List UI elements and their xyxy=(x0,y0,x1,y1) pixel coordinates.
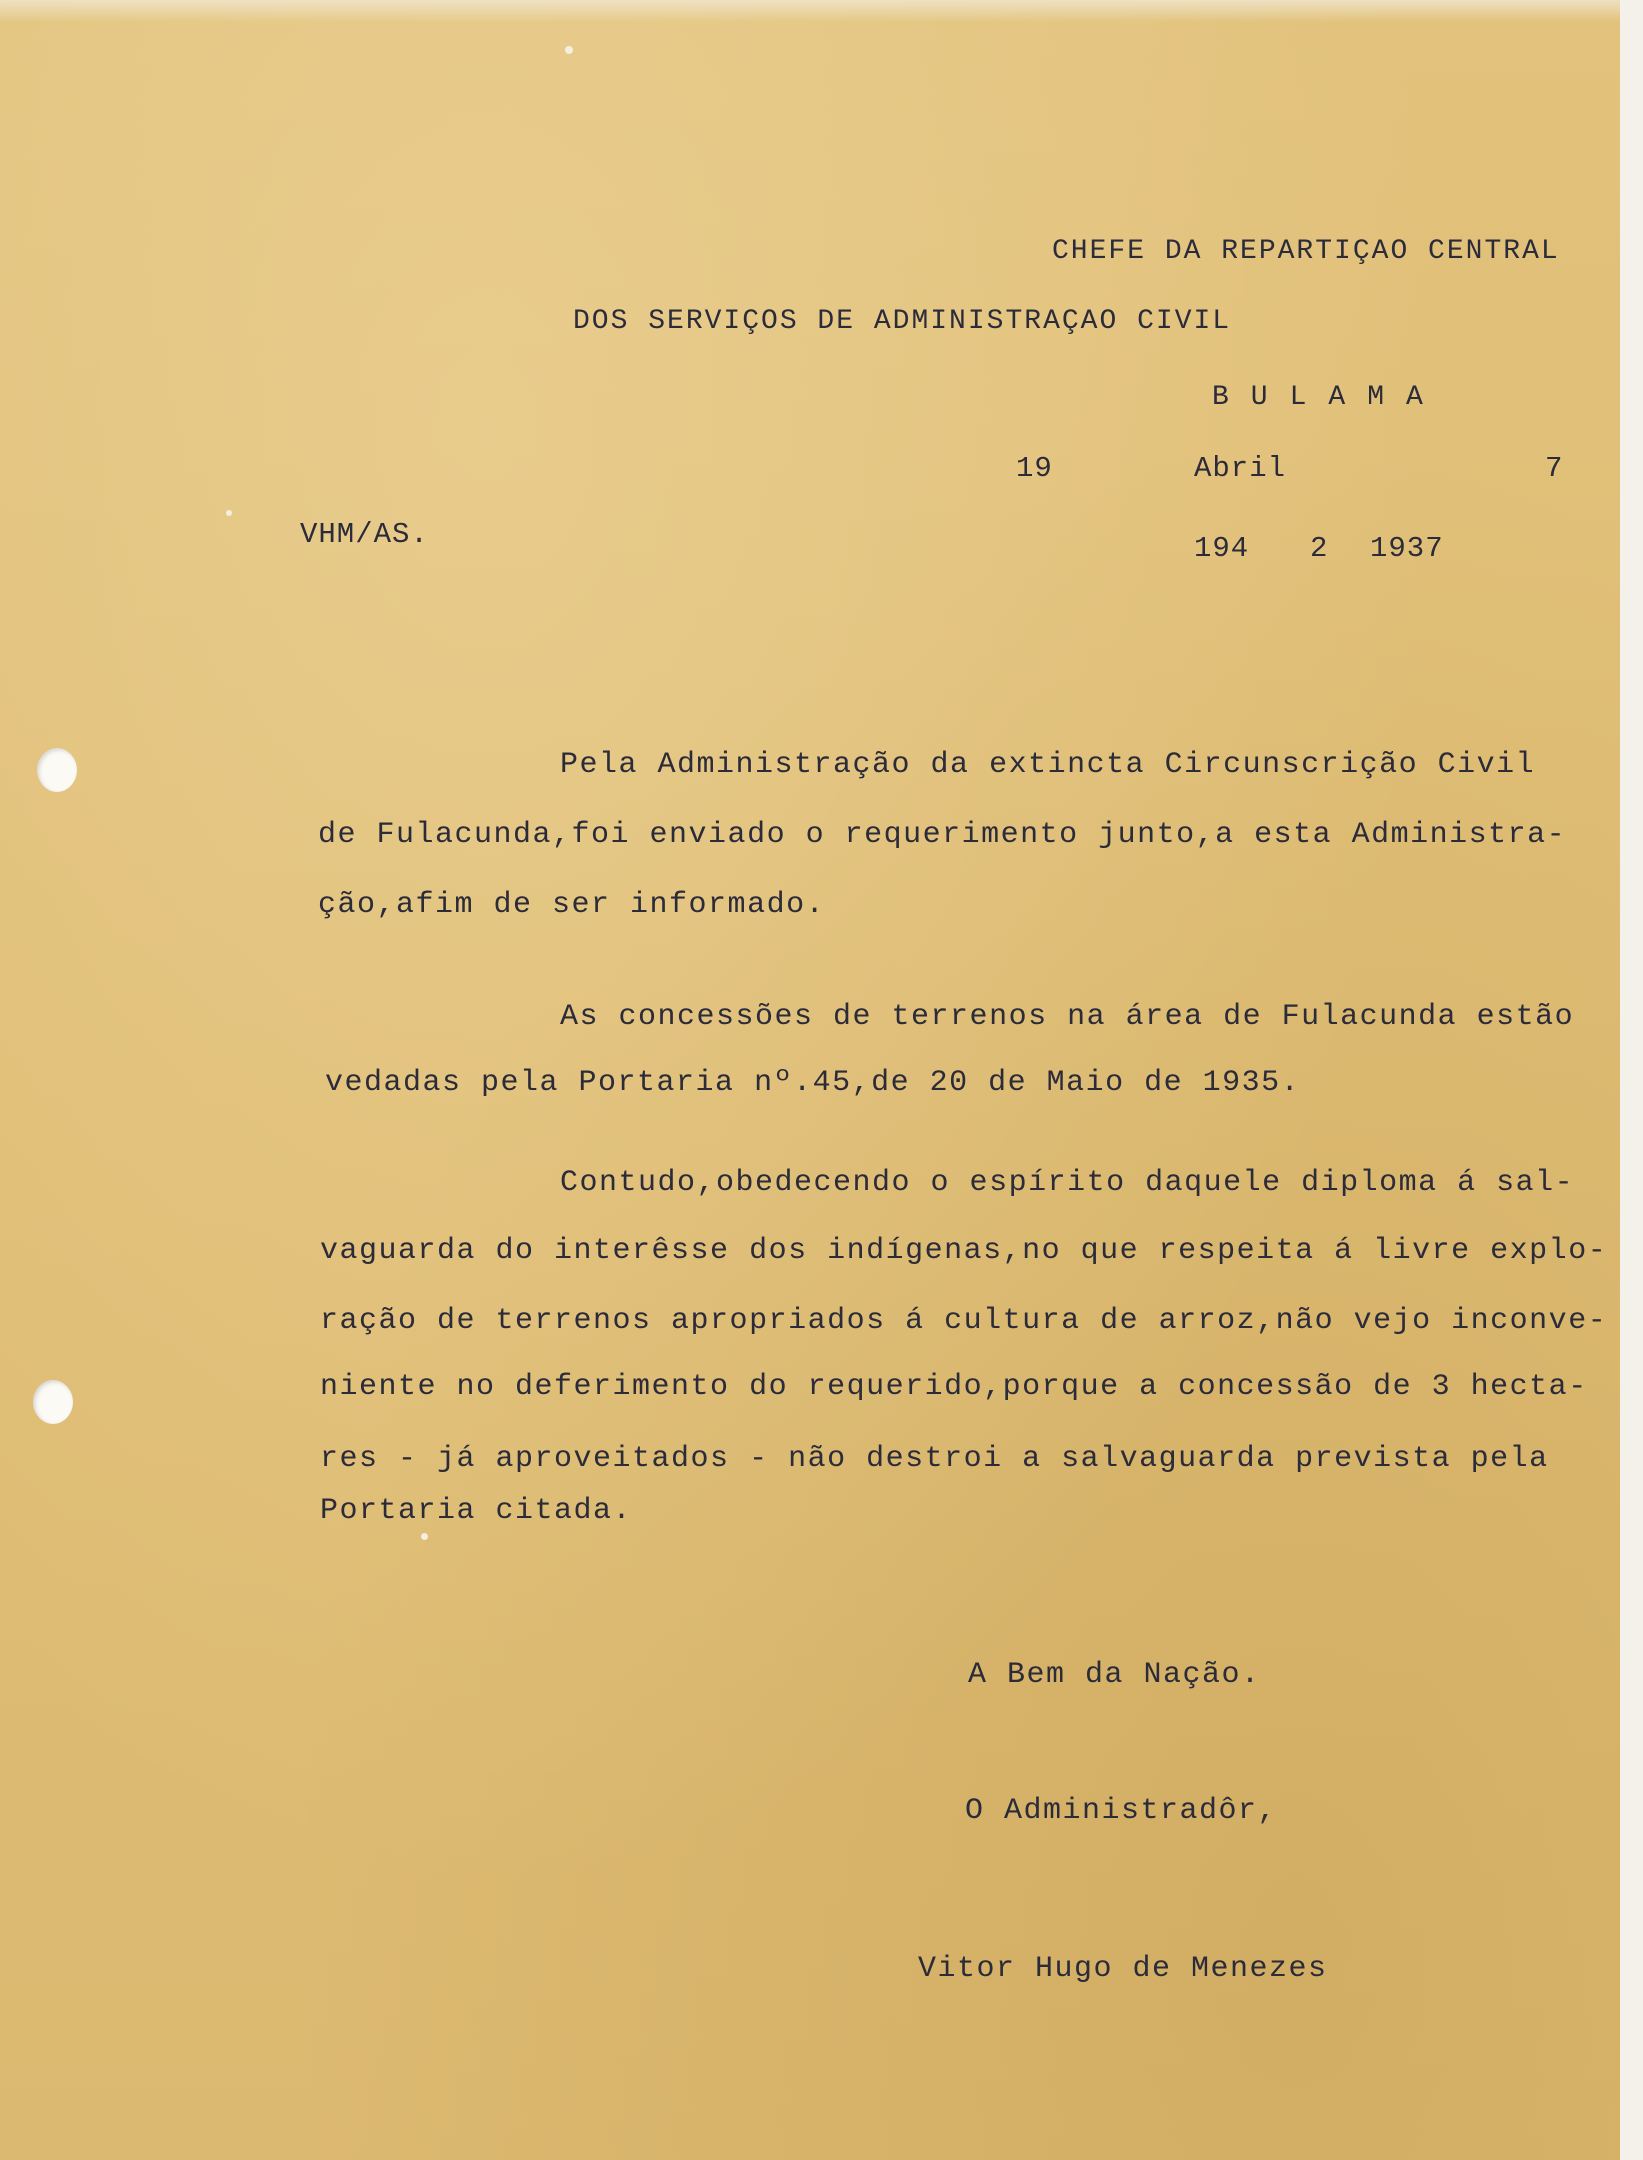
header-department: DOS SERVIÇOS DE ADMINISTRAÇAO CIVIL xyxy=(573,306,1232,337)
paragraph-3-line-6: Portaria citada. xyxy=(320,1494,633,1528)
date-day: 19 xyxy=(1016,452,1053,485)
paper-speck xyxy=(226,510,232,516)
paper-speck xyxy=(565,46,573,54)
signatory-name: Vitor Hugo de Menezes xyxy=(918,1952,1328,1986)
paragraph-2-line-1: As concessões de terrenos na área de Fulacunda estão xyxy=(560,1000,1575,1034)
paper-speck xyxy=(421,1533,428,1540)
paragraph-3-line-3: ração de terrenos apropriados á cultura de arroz,não vejo inconve- xyxy=(320,1304,1608,1338)
paragraph-1-line-3: ção,afim de ser informado. xyxy=(318,888,826,922)
closing-role: O Administradôr, xyxy=(965,1794,1278,1828)
paragraph-3-line-1: Contudo,obedecendo o espírito daquele diploma á sal- xyxy=(560,1166,1575,1200)
date-year-prefix: 194 xyxy=(1194,532,1250,565)
paragraph-1-line-2: de Fulacunda,foi enviado o requerimento junto,a esta Administra- xyxy=(318,818,1567,852)
paragraph-3-line-4: niente no deferimento do requerido,porque a concessão de 3 hecta- xyxy=(320,1370,1588,1404)
date-year-full: 1937 xyxy=(1370,532,1444,565)
header-city: BULAMA xyxy=(1212,382,1445,413)
paragraph-3-line-5: res - já aproveitados - não destroi a salvaguarda prevista pela xyxy=(320,1442,1549,1476)
punch-hole-upper xyxy=(37,748,77,792)
closing-salutation: A Bem da Nação. xyxy=(968,1658,1261,1692)
date-suffix: 7 xyxy=(1545,452,1564,485)
punch-hole-lower xyxy=(33,1380,73,1424)
paragraph-2-line-2: vedadas pela Portaria nº.45,de 20 de Maio de 1935. xyxy=(325,1066,1301,1100)
scan-margin xyxy=(1620,0,1643,2160)
date-year-digit: 2 xyxy=(1310,532,1329,565)
reference-code: VHM/AS. xyxy=(300,518,429,551)
paragraph-1-line-1: Pela Administração da extincta Circunscrição Civil xyxy=(560,748,1536,782)
header-office-title: CHEFE DA REPARTIÇAO CENTRAL xyxy=(1052,236,1560,267)
paragraph-3-line-2: vaguarda do interêsse dos indígenas,no que respeita á livre explo- xyxy=(320,1234,1608,1268)
torn-top-edge xyxy=(0,0,1620,22)
date-month: Abril xyxy=(1194,452,1287,485)
